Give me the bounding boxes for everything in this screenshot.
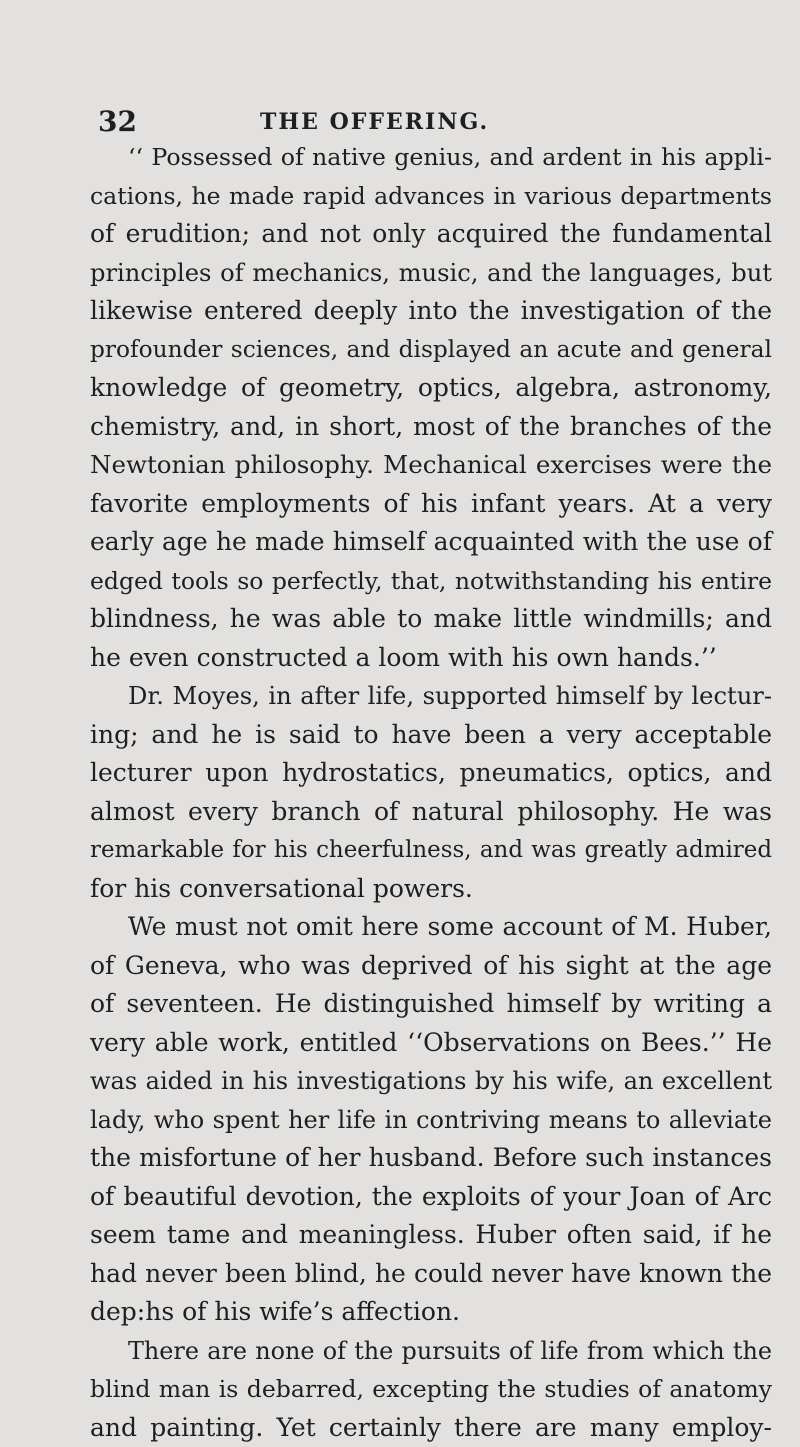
text-line: blind man is debarred, excepting the studies of anatomy: [90, 1370, 772, 1409]
text-line: for his conversational powers.: [90, 870, 772, 909]
text-line: remarkable for his cheerfulness, and was greatly admired: [90, 831, 772, 870]
text-line: There are none of the pursuits of life from which the: [90, 1332, 772, 1371]
text-line: ing; and he is said to have been a very acceptable: [90, 716, 772, 755]
text-line: ‘‘ Possessed of native genius, and ardent in his appli-: [90, 138, 772, 177]
text-line: cations, he made rapid advances in various departments: [90, 177, 772, 216]
text-line: dep:hs of his wife’s affection.: [90, 1293, 772, 1332]
text-line: lecturer upon hydrostatics, pneumatics, optics, and: [90, 754, 772, 793]
text-line: very able work, entitled ‘‘Observations on Bees.’’ He: [90, 1024, 772, 1063]
text-line: and painting. Yet certainly there are many employ-: [90, 1409, 772, 1447]
text-line: he even constructed a loom with his own hands.’’: [90, 639, 772, 678]
text-line: profounder sciences, and displayed an acute and general: [90, 331, 772, 370]
text-line: early age he made himself acquainted with the use of: [90, 523, 772, 562]
text-line: chemistry, and, in short, most of the branches of the: [90, 408, 772, 447]
page-number: 32: [98, 100, 137, 144]
text-line: edged tools so perfectly, that, notwithstanding his entire: [90, 562, 772, 601]
text-line: of seventeen. He distinguished himself by writing a: [90, 985, 772, 1024]
text-line: principles of mechanics, music, and the languages, but: [90, 254, 772, 293]
text-line: blindness, he was able to make little windmills; and: [90, 600, 772, 639]
text-line: of Geneva, who was deprived of his sight at the age: [90, 947, 772, 986]
text-line: Dr. Moyes, in after life, supported himself by lectur-: [90, 677, 772, 716]
body-text: [90, 138, 772, 1447]
text-line: of beautiful devotion, the exploits of your Joan of Arc: [90, 1178, 772, 1217]
text-line: favorite employments of his infant years. At a very: [90, 485, 772, 524]
text-line: likewise entered deeply into the investigation of the: [90, 292, 772, 331]
text-line: had never been blind, he could never have known the: [90, 1255, 772, 1294]
text-line: knowledge of geometry, optics, algebra, astronomy,: [90, 369, 772, 408]
text-line: We must not omit here some account of M. Huber,: [90, 908, 772, 947]
text-line: Newtonian philosophy. Mechanical exercises were the: [90, 446, 772, 485]
text-line: seem tame and meaningless. Huber often said, if he: [90, 1216, 772, 1255]
text-line: of erudition; and not only acquired the fundamental: [90, 215, 772, 254]
text-line: almost every branch of natural philosophy. He was: [90, 793, 772, 832]
text-line: was aided in his investigations by his wife, an excellent: [90, 1062, 772, 1101]
text-line: lady, who spent her life in contriving means to alleviate: [90, 1101, 772, 1140]
text-line: the misfortune of her husband. Before such instances: [90, 1139, 772, 1178]
running-title: THE OFFERING.: [260, 100, 489, 144]
